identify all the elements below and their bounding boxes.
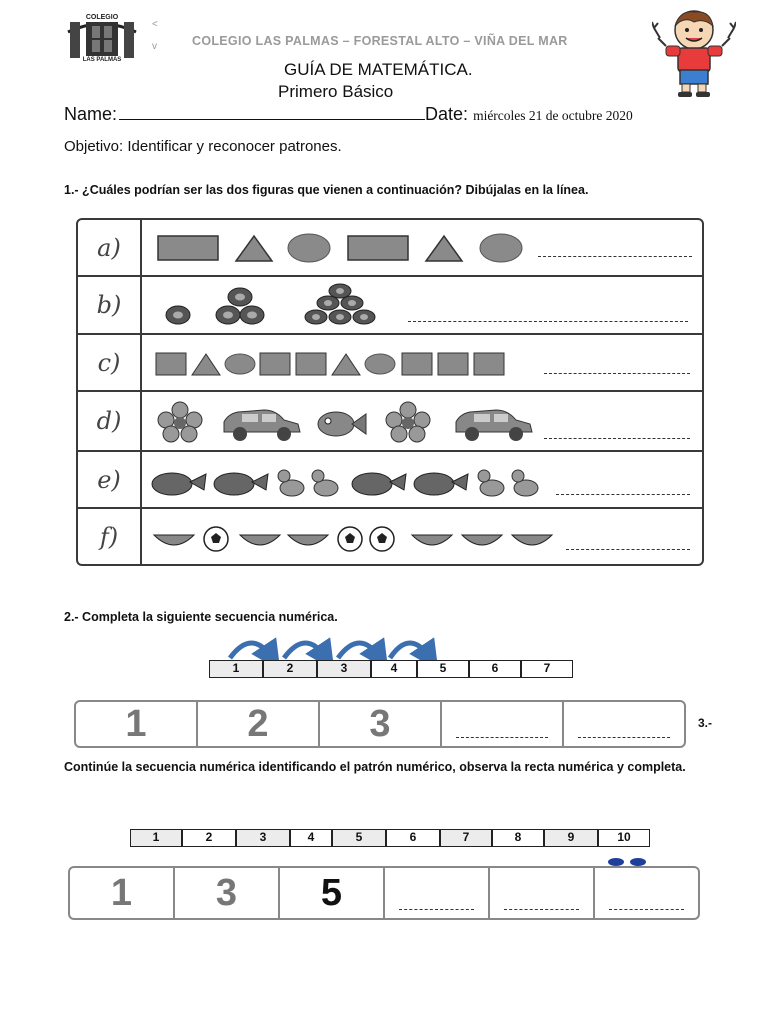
triangle-icon (192, 354, 220, 375)
question-3-text: Continúe la secuencia numérica identificando el patrón numérico, observa la recta numérica y completa. (64, 760, 686, 774)
flower-icon (158, 402, 202, 442)
sequence-box-blank[interactable] (442, 702, 564, 746)
rectangle-icon (348, 236, 408, 260)
duck-icon (312, 470, 338, 496)
school-name: COLEGIO LAS PALMAS – FORESTAL ALTO – VIÑA DEL MAR (192, 34, 568, 48)
pattern-row-a (78, 220, 702, 275)
square-icon (260, 353, 290, 375)
row-e-figures (150, 464, 560, 498)
square-icon (438, 353, 468, 375)
jump-arrow (230, 643, 272, 658)
pattern-row-b (78, 275, 702, 333)
sequence-box: 3 (320, 702, 442, 746)
circle-icon (288, 234, 330, 262)
sequence-box: 1 (70, 868, 175, 918)
pattern-row-f (78, 507, 702, 564)
pattern-row-c (78, 333, 702, 390)
tires-pyramid-icon (305, 284, 375, 324)
watermelon-icon (240, 535, 280, 545)
soccer-ball-icon (204, 527, 228, 551)
number-cell: 4 (290, 829, 332, 847)
square-icon (474, 353, 504, 375)
child-illustration (652, 8, 736, 98)
row-label: a) (78, 220, 142, 275)
car-icon (224, 410, 300, 441)
row-label: e) (78, 452, 142, 507)
watermelon-icon (288, 535, 328, 545)
tires-stack-icon (216, 288, 264, 324)
car-icon (456, 410, 532, 441)
name-date-row (64, 104, 633, 125)
sequence-box-blank[interactable] (595, 868, 698, 918)
number-cell: 8 (492, 829, 544, 847)
row-label: b) (78, 277, 142, 333)
number-cell: 3 (236, 829, 290, 847)
name-line[interactable] (119, 105, 425, 120)
header-marks: < v (152, 19, 158, 52)
sequence-box-blank[interactable] (490, 868, 595, 918)
pattern-grid (76, 218, 704, 566)
whale-icon (352, 473, 406, 495)
circle-icon (480, 234, 522, 262)
number-line-2 (209, 660, 573, 678)
number-cell: 4 (371, 660, 417, 678)
tire-icon (166, 306, 190, 324)
pattern-row-d (78, 390, 702, 450)
square-icon (156, 353, 186, 375)
flower-icon (386, 402, 430, 442)
row-c-figures (154, 349, 534, 379)
number-line-3 (130, 829, 650, 847)
whale-icon (414, 473, 468, 495)
answer-line[interactable] (456, 737, 548, 738)
question-3-number: 3.- (698, 716, 713, 730)
name-label: Name: (64, 104, 118, 124)
number-cell: 5 (332, 829, 386, 847)
answer-line[interactable] (538, 256, 692, 257)
watermelon-icon (462, 535, 502, 545)
circle-icon (225, 354, 255, 374)
duck-icon (478, 470, 504, 496)
sequence-box: 2 (198, 702, 320, 746)
fish-icon (318, 412, 366, 436)
number-cell: 2 (182, 829, 236, 847)
pattern-row-e (78, 450, 702, 507)
answer-line[interactable] (544, 438, 690, 439)
question-2-text: 2.- Completa la siguiente secuencia numérica. (64, 610, 338, 624)
jump-arrow (390, 643, 430, 658)
rectangle-icon (158, 236, 218, 260)
answer-line[interactable] (399, 909, 474, 910)
square-icon (296, 353, 326, 375)
sequence-box-blank[interactable] (385, 868, 490, 918)
page-title: GUÍA DE MATEMÁTICA. (284, 60, 473, 79)
number-cell: 2 (263, 660, 317, 678)
row-label: d) (78, 392, 142, 450)
answer-line[interactable] (556, 494, 690, 495)
number-cell: 6 (469, 660, 521, 678)
number-cell: 1 (130, 829, 182, 847)
sequence-box-blank[interactable] (564, 702, 684, 746)
answer-line[interactable] (504, 909, 579, 910)
date-value: miércoles 21 de octubre 2020 (473, 108, 633, 123)
objective: Objetivo: Identificar y reconocer patrones. (64, 138, 342, 155)
page-subtitle: Primero Básico (278, 82, 394, 101)
number-cell: 7 (440, 829, 492, 847)
row-b-figures (158, 283, 398, 327)
svg-text:COLEGIO: COLEGIO (85, 14, 119, 21)
row-f-figures (150, 523, 570, 553)
question-1-text: 1.- ¿Cuáles podrían ser las dos figuras que vienen a continuación? Dibújalas en la línea. (64, 183, 589, 197)
jump-arrow (338, 643, 380, 658)
row-d-figures (152, 400, 542, 444)
whale-icon (152, 473, 206, 495)
row-a-figures (154, 230, 534, 266)
watermelon-icon (512, 535, 552, 545)
answer-line[interactable] (544, 373, 690, 374)
number-cell: 10 (598, 829, 650, 847)
square-icon (402, 353, 432, 375)
number-cell: 1 (209, 660, 263, 678)
soccer-ball-icon (338, 527, 362, 551)
sequence-box: 1 (76, 702, 198, 746)
sequence-box: 5 (280, 868, 385, 918)
answer-line[interactable] (408, 321, 688, 322)
number-cell: 3 (317, 660, 371, 678)
number-cell: 5 (417, 660, 469, 678)
school-logo (64, 10, 140, 62)
answer-line[interactable] (609, 909, 684, 910)
triangle-icon (236, 236, 272, 261)
row-label: c) (78, 335, 142, 390)
number-cell: 6 (386, 829, 440, 847)
duck-icon (278, 470, 304, 496)
triangle-icon (426, 236, 462, 261)
row-label: f) (78, 509, 142, 564)
triangle-icon (332, 354, 360, 375)
watermelon-icon (412, 535, 452, 545)
svg-text:LAS PALMAS: LAS PALMAS (82, 57, 122, 62)
jump-arrow (284, 643, 326, 658)
sequence-box: 3 (175, 868, 280, 918)
circle-icon (365, 354, 395, 374)
answer-line[interactable] (578, 737, 670, 738)
whale-icon (214, 473, 268, 495)
sequence-boxes-2 (74, 700, 686, 748)
watermelon-icon (154, 535, 194, 545)
date-label: Date: (425, 104, 469, 124)
answer-line[interactable] (566, 549, 690, 550)
soccer-ball-icon (370, 527, 394, 551)
number-cell: 9 (544, 829, 598, 847)
jump-arrows (222, 632, 452, 662)
duck-icon (512, 470, 538, 496)
sequence-boxes-3 (68, 866, 700, 920)
number-cell: 7 (521, 660, 573, 678)
